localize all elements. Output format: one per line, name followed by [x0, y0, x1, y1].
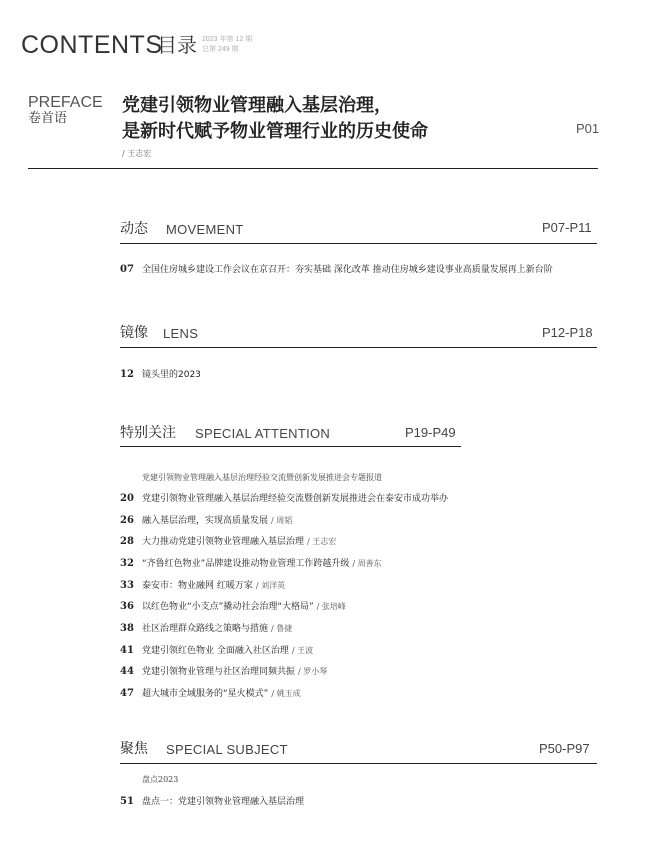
- toc-item-title: 超大城市全域服务的“星火模式”: [142, 689, 269, 699]
- toc-item[interactable]: [120, 264, 553, 276]
- toc-item-author: / 姚玉成: [271, 689, 301, 698]
- toc-item-title: 党建引领物业管理与社区治理同频共振: [142, 667, 296, 677]
- preface-author: / 王志宏: [122, 149, 152, 158]
- toc-item-author: / 刘洋英: [255, 581, 286, 590]
- toc-item[interactable]: [120, 580, 285, 592]
- toc-item-page: 47: [120, 688, 134, 699]
- toc-item-page: 20: [120, 493, 134, 504]
- toc-item-page: 12: [120, 369, 134, 380]
- toc-item-title: 全国住房城乡建设工作会议在京召开：夯实基础 深化改革 推动住房城乡建设事业高质量发展再上新台阶: [142, 265, 553, 275]
- toc-item[interactable]: [120, 369, 201, 381]
- toc-item-title: 党建引领红色物业 全面融入社区治理: [142, 646, 289, 656]
- section-title-en: LENS: [163, 326, 199, 341]
- section-pages: P50-P97: [539, 741, 590, 756]
- section-title-cn: 特别关注: [120, 425, 176, 441]
- issue-total: 总第 249 期: [202, 46, 239, 53]
- toc-item-page: 51: [120, 796, 134, 807]
- section-pages: P07-P11: [542, 220, 592, 235]
- toc-item-title: 泰安市：物业融网 红暖万家: [142, 581, 253, 591]
- section-subheading: 党建引领物业管理融入基层治理经验交流暨创新发展推进会专题报道: [142, 473, 382, 482]
- toc-item-page: 07: [120, 264, 134, 275]
- toc-item[interactable]: [120, 645, 313, 657]
- section-pages: P19-P49: [405, 425, 456, 440]
- toc-item-page: 26: [120, 515, 134, 526]
- toc-item[interactable]: [120, 601, 346, 613]
- preface-label-en: PREFACE: [28, 94, 103, 111]
- issue-number: 2023 年第 12 期: [202, 36, 253, 43]
- toc-item-author: / 王波: [291, 646, 314, 655]
- toc-item[interactable]: [120, 796, 304, 808]
- section-title-en: MOVEMENT: [166, 222, 244, 237]
- toc-item[interactable]: [120, 493, 448, 505]
- toc-item-page: 32: [120, 558, 134, 569]
- toc-item[interactable]: [120, 536, 336, 548]
- toc-item-title: 融入基层治理，实现高质量发展: [142, 516, 269, 526]
- section-pages: P12-P18: [542, 325, 593, 340]
- preface-title[interactable]: [122, 93, 428, 145]
- toc-item-page: 38: [120, 623, 134, 634]
- toc-item-page: 44: [120, 666, 134, 677]
- section-title-cn: 聚焦: [120, 741, 148, 757]
- toc-item-title: “齐鲁红色物业”品牌建设推动物业管理工作跨越升级: [142, 559, 350, 569]
- section-title-cn: 镜像: [120, 325, 148, 341]
- toc-item-page: 41: [120, 645, 134, 656]
- toc-item-title: 盘点一：党建引领物业管理融入基层治理: [142, 797, 305, 807]
- toc-item-title: 社区治理群众路线之策略与措施: [142, 624, 269, 634]
- toc-item-author: / 鲁捷: [271, 624, 293, 633]
- toc-item-title: 大力推动党建引领物业管理融入基层治理: [142, 537, 305, 547]
- toc-item-author: / 周善东: [352, 559, 382, 568]
- contents-title-en: CONTENTS: [21, 31, 163, 59]
- toc-item-page: 28: [120, 536, 134, 547]
- toc-item-title: 镜头里的2023: [142, 370, 201, 380]
- section-title-en: SPECIAL ATTENTION: [195, 426, 331, 441]
- toc-item-page: 33: [120, 580, 134, 591]
- toc-item[interactable]: [120, 688, 301, 700]
- section-title-cn: 动态: [120, 221, 148, 237]
- divider: [28, 168, 598, 169]
- toc-item[interactable]: [120, 515, 292, 527]
- toc-item-title: 以红色物业“小支点”撬动社会治理“大格局”: [142, 602, 314, 612]
- toc-item-author: / 王志宏: [307, 537, 337, 546]
- toc-item-author: / 周韬: [271, 516, 293, 525]
- toc-item[interactable]: [120, 623, 292, 635]
- issue-info: [202, 35, 252, 55]
- preface-title-line1: 党建引领物业管理融入基层治理，: [122, 95, 392, 116]
- preface-page: P01: [576, 121, 600, 136]
- section-subheading: 盘点2023: [142, 775, 179, 784]
- toc-item[interactable]: [120, 558, 382, 570]
- section-divider: [120, 347, 597, 348]
- preface-title-line2: 是新时代赋予物业管理行业的历史使命: [122, 121, 428, 142]
- section-divider: [120, 446, 461, 447]
- section-divider: [120, 763, 597, 764]
- toc-item-title: 党建引领物业管理融入基层治理经验交流暨创新发展推进会在泰安市成功举办: [142, 494, 449, 504]
- toc-item[interactable]: [120, 666, 327, 678]
- section-title-en: SPECIAL SUBJECT: [166, 742, 288, 757]
- toc-item-author: / 罗小琴: [298, 667, 328, 676]
- toc-item-page: 36: [120, 601, 134, 612]
- preface-label-cn: 卷首语: [28, 111, 68, 126]
- section-divider: [120, 243, 597, 244]
- toc-item-author: / 张培峰: [316, 602, 346, 611]
- contents-title-cn: 目录: [157, 33, 197, 57]
